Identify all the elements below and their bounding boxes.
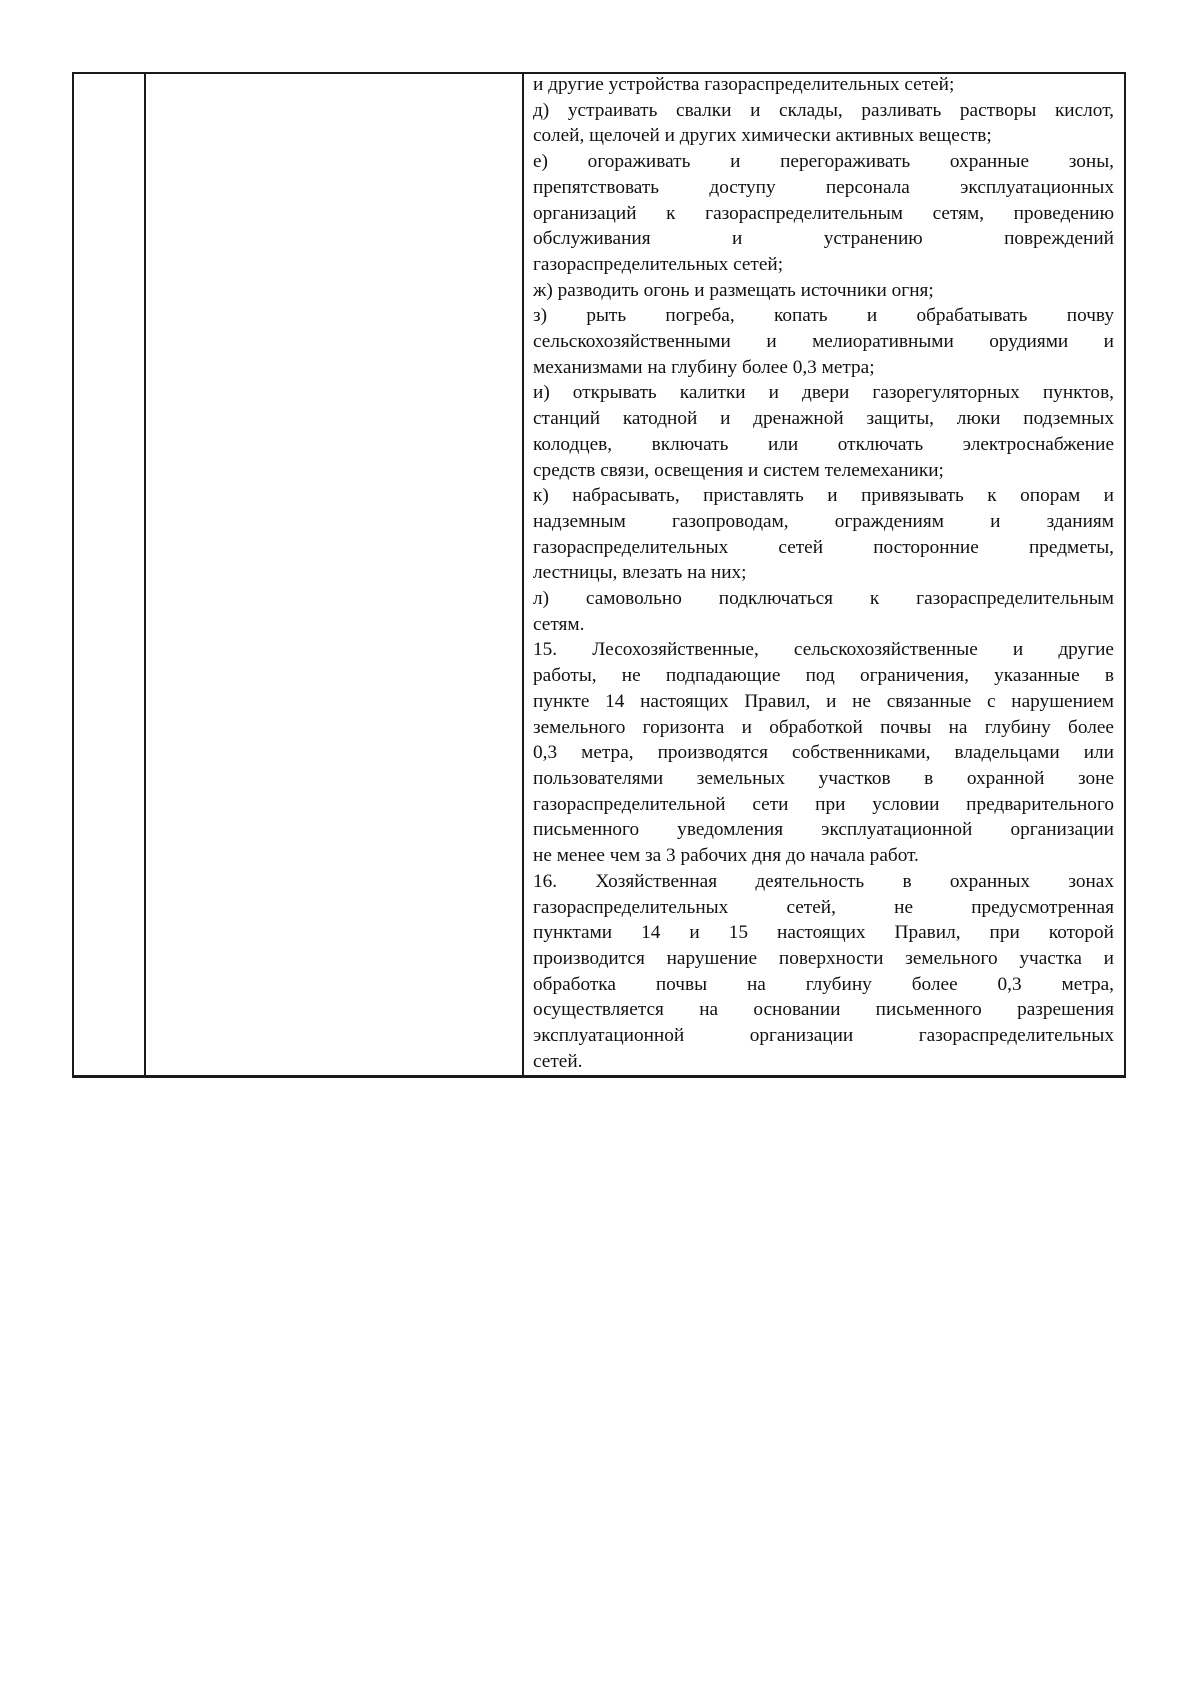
text-line: лестницы, влезать на них; bbox=[533, 562, 747, 584]
text-line: и) открывать калитки и двери газорегуляторных пунктов, bbox=[533, 382, 1114, 404]
text-line: организаций к газораспределительным сетям, проведению bbox=[533, 202, 1114, 224]
text-line: средств связи, освещения и систем телемеханики; bbox=[533, 459, 944, 481]
text-line: эксплуатационной организации газораспределительных bbox=[533, 1025, 1114, 1047]
text-line: работы, не подпадающие под ограничения, указанные в bbox=[533, 665, 1114, 687]
text-line: и другие устройства газораспределительных сетей; bbox=[533, 74, 955, 95]
table-cell-title bbox=[146, 74, 524, 1075]
text-line: газораспределительных сетей; bbox=[533, 253, 784, 275]
text-line: ж) разводить огонь и размещать источники огня; bbox=[533, 279, 934, 301]
text-line: производится нарушение поверхности земельного участка и bbox=[533, 947, 1114, 969]
text-line: газораспределительных сетей посторонние предметы, bbox=[533, 536, 1114, 558]
text-line: надземным газопроводам, ограждениям и зданиям bbox=[533, 510, 1114, 532]
text-line: препятствовать доступу персонала эксплуатационных bbox=[533, 176, 1114, 198]
text-line: е) огораживать и перегораживать охранные зоны, bbox=[533, 151, 1114, 173]
text-line: 16. Хозяйственная деятельность в охранных зонах bbox=[533, 870, 1114, 892]
text-line: пунктами 14 и 15 настоящих Правил, при которой bbox=[533, 922, 1114, 944]
text-line: сельскохозяйственными и мелиоративными орудиями и bbox=[533, 331, 1114, 353]
text-line: д) устраивать свалки и склады, разливать растворы кислот, bbox=[533, 99, 1114, 121]
text-line: газораспределительной сети при условии предварительного bbox=[533, 793, 1114, 815]
text-line: не менее чем за 3 рабочих дня до начала работ. bbox=[533, 845, 919, 867]
text-line: осуществляется на основании письменного разрешения bbox=[533, 999, 1114, 1021]
text-line: к) набрасывать, приставлять и привязывать к опорам и bbox=[533, 485, 1114, 507]
text-line: сетям. bbox=[533, 613, 585, 635]
text-line: колодцев, включать или отключать электроснабжение bbox=[533, 433, 1114, 455]
text-line: сетей. bbox=[533, 1050, 583, 1072]
table-cell-number bbox=[74, 74, 146, 1075]
text-line: солей, щелочей и других химически активных веществ; bbox=[533, 125, 992, 147]
table-cell-content bbox=[524, 74, 1124, 1075]
text-line: з) рыть погреба, копать и обрабатывать почву bbox=[533, 305, 1114, 327]
text-line: обслуживания и устранению повреждений bbox=[533, 228, 1114, 250]
text-line: пользователями земельных участков в охранной зоне bbox=[533, 767, 1114, 789]
text-line: станций катодной и дренажной защиты, люки подземных bbox=[533, 408, 1114, 430]
text-line: 15. Лесохозяйственные, сельскохозяйственные и другие bbox=[533, 639, 1114, 661]
text-line: газораспределительных сетей, не предусмотренная bbox=[533, 896, 1114, 918]
text-line: письменного уведомления эксплуатационной организации bbox=[533, 819, 1114, 841]
text-line: пункте 14 настоящих Правил, и не связанные с нарушением bbox=[533, 690, 1114, 712]
text-line: л) самовольно подключаться к газораспределительным bbox=[533, 588, 1114, 610]
regulation-text bbox=[533, 72, 1114, 1074]
regulation-table bbox=[72, 72, 1126, 1078]
text-line: земельного горизонта и обработкой почвы на глубину более bbox=[533, 716, 1114, 738]
text-line: обработка почвы на глубину более 0,3 метра, bbox=[533, 973, 1114, 995]
text-line: механизмами на глубину более 0,3 метра; bbox=[533, 356, 875, 378]
text-line: 0,3 метра, производятся собственниками, владельцами или bbox=[533, 742, 1114, 764]
